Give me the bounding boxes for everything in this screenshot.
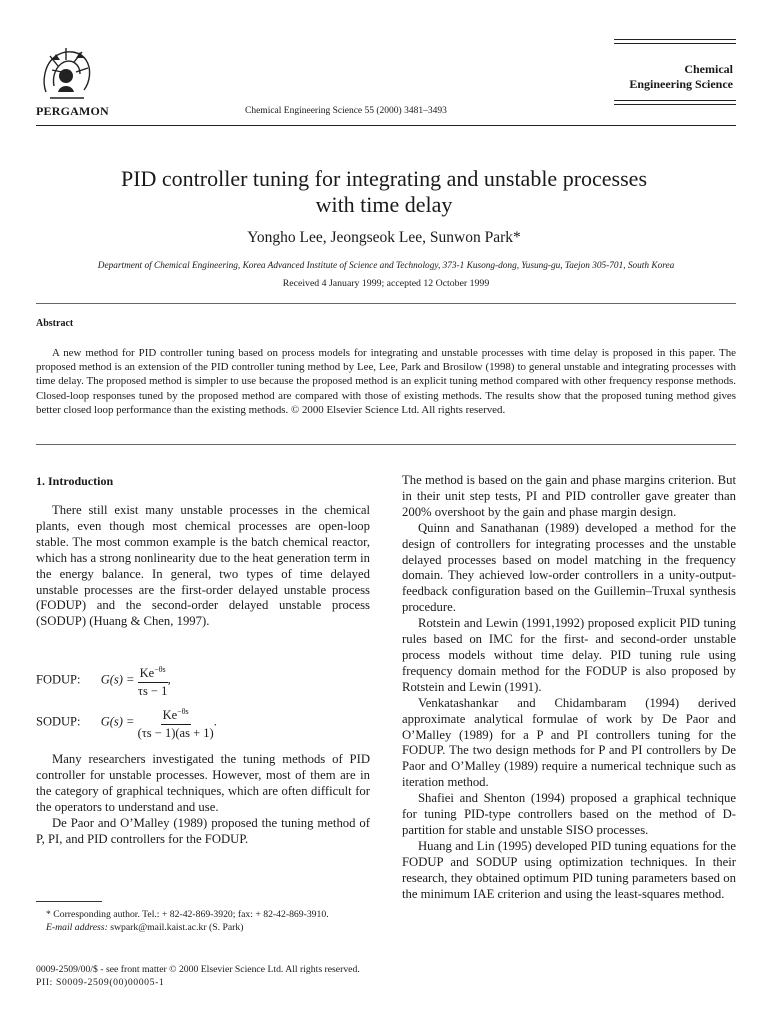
equation-label: FODUP: [36,672,81,687]
elsevier-tree-logo-icon [32,42,100,102]
authors: Yongho Lee, Jeongseok Lee, Sunwon Park* [247,229,521,246]
section-heading-introduction: 1. Introduction [36,474,114,488]
footnote-rule [36,901,102,902]
intro-left-column-top [36,503,370,630]
front-matter: 0009-2509/00/$ - see front matter © 2000 Elsevier Science Ltd. All rights reserved. [36,964,360,975]
paragraph: De Paor and O’Malley (1989) proposed the tuning method of P, PI, and PID controllers for the FODUP. [36,815,370,846]
publisher-name: PERGAMON [36,104,109,118]
email-address: swpark@mail.kaist.ac.kr (S. Park) [110,922,244,933]
title-line-2: with time delay [315,192,453,217]
abstract-heading: Abstract [36,318,74,329]
equation-punct: . [213,714,217,729]
bottom-copyright [36,963,360,989]
equation-label: SODUP: [36,714,81,729]
received-date: Received 4 January 1999; accepted 12 October 1999 [282,278,490,289]
equation-sodup [36,704,217,741]
paragraph: Shafiei and Shenton (1994) proposed a graphical technique for tuning PID-type controllers based on the method of D-partition for stable and unstable SISO processes. [402,791,736,837]
equation-lhs: G(s) = [100,672,135,687]
exponent: −θs [154,665,166,674]
article-title [60,166,708,218]
numerator: Ke [139,666,155,681]
journal-reference: Chemical Engineering Science 55 (2000) 3481–3493 [245,106,447,116]
equation-fodup [36,662,171,699]
equation-punct: , [167,672,171,687]
paragraph: The method is based on the gain and phase margins criterion. But in their unit step tests, PI and PID controller gave greater than 200% overshoot by the gain and phase margin design. [402,473,736,519]
header-divider [36,125,736,126]
paragraph: Venkatashankar and Chidambaram (1994) derived approximate analytical formulae of work by De Paor and O’Malley (1989) for a P and PI controllers tuning for the FODUP. The two design methods for P and PI controllers by De Paor and O’Malley (1989) require a numerical technique such as iteration method. [402,695,736,790]
equation-lhs: G(s) = [100,714,135,729]
denominator: τs − 1 [137,684,168,699]
journal-name [600,62,733,92]
paragraph: Many researchers investigated the tuning methods of PID controller for unstable processes. However, most of them are in the category of graphical techniques, which are often difficult for the operators to understand and use. [36,752,370,814]
affiliation: Department of Chemical Engineering, Korea Advanced Institute of Science and Technology, 373-1 Kusong-dong, Yusung-gu, Taejon 305-701, South Korea [97,261,675,271]
abstract-top-rule [36,303,736,304]
numerator: Ke [162,708,178,723]
header-rule-top [614,39,736,40]
paragraph: Rotstein and Lewin (1991,1992) proposed explicit PID tuning rules based on IMC for the first- and second-order unstable process models without time delay. PID tuning rule using frequency domain method for the FODUP is also proposed by Rotstein and Lewin (1991). [402,616,736,694]
exponent: −θs [177,707,189,716]
footnote-email [36,921,370,934]
journal-name-line-2: Engineering Science [629,77,733,91]
title-line-1: PID controller tuning for integrating and unstable processes [120,166,648,191]
journal-name-line-1: Chemical [684,62,733,76]
paragraph: Huang and Lin (1995) developed PID tuning equations for the FODUP and SODUP using optimization techniques. In their research, they obtained optimum PID tuning parameters based on the minimum IAE criterion and using the least-squares method. [402,838,736,901]
footnote-corresponding-author: * Corresponding author. Tel.: + 82-42-869-3920; fax: + 82-42-869-3910. [46,909,329,920]
equation-fraction [138,704,214,741]
denominator: (τs − 1)(as + 1) [137,726,214,741]
equation-fraction [138,662,168,699]
abstract-bottom-rule [36,444,736,445]
intro-right-column [402,473,736,902]
pii: PII: S0009-2509(00)00005-1 [36,977,165,988]
abstract-body: A new method for PID controller tuning based on process models for integrating and unstable processes with time delay is proposed in this paper. The proposed method is an extension of the PID controller tuning method by Lee, Lee, Park and Brosilow (1998) to general unstable and integrating processes with time delay. The proposed method is simpler to use because the proposed method is an explicit tuning method compared with other frequency response methods. Closed-loop responses tuned by the proposed method are compared with those of existing methods. The results show that the proposed tuning method gives better closed loop performance than the existing methods. © 2000 Elsevier Science Ltd. All rights reserved. [36,347,736,416]
footnotes [36,908,370,934]
header-rule-bottom [614,100,736,101]
header-rule-bottom-2 [614,104,736,105]
paragraph: There still exist many unstable processes in the chemical plants, even though most chemical processes are open-loop stable. The most common example is the batch chemical reactor, which has a strong nonlinearity due to the heat generation term in the energy balance. In general, two types of time delayed unstable processes are the first-order delayed unstable process (FODUP) and the second-order delayed unstable process (SODUP) (Huang & Chen, 1997). [36,503,370,629]
email-label: E-mail address: [46,922,108,933]
header-rule-top-2 [614,43,736,44]
paragraph: Quinn and Sanathanan (1989) developed a method for the design of controllers for integrating processes and the unstable delayed processes based on model matching in the frequency domain. They achieved low-order controllers in a unity-output-feedback configuration based on the Guillemin–Truxal synthesis procedure. [402,520,736,615]
intro-left-column-bottom [36,752,370,847]
